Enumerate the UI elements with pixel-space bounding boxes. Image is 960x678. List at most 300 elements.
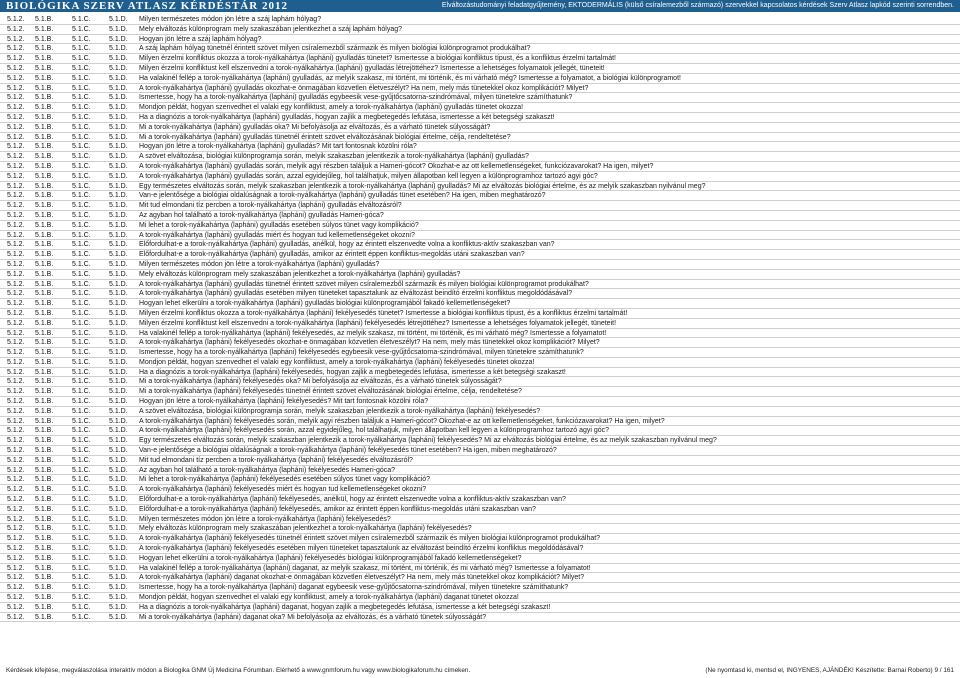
code-cell: 5.1.C. <box>72 221 91 229</box>
code-cell: 5.1.B. <box>35 466 54 474</box>
code-cell: 5.1.2. <box>7 192 25 200</box>
code-cell: 5.1.B. <box>35 260 54 268</box>
code-cell: 5.1.2. <box>7 388 25 396</box>
code-cell: 5.1.2. <box>7 113 25 121</box>
table-row <box>0 338 960 348</box>
code-cell: 5.1.D. <box>109 437 128 445</box>
question-text: A torok-nyálkahártya (lapháni) fekélyesedés miért és hogyan tud kellemetlenségeket okozni? <box>139 486 427 494</box>
footer-note: Kérdések kifejtése, megválaszolása interaktív módon a Biologika GNM Új Medicina Fórumban. Elérhető a www.gnmforum.hu vagy www.biologikaforum.hu címeken. <box>6 667 471 674</box>
code-cell: 5.1.B. <box>35 319 54 327</box>
code-cell: 5.1.2. <box>7 456 25 464</box>
code-cell: 5.1.2. <box>7 172 25 180</box>
table-row <box>0 240 960 250</box>
code-cell: 5.1.C. <box>72 574 91 582</box>
code-cell: 5.1.C. <box>72 378 91 386</box>
code-cell: 5.1.D. <box>109 505 128 513</box>
table-row <box>0 319 960 329</box>
question-text: Ha valakinél fellép a torok-nyálkahártya (lapháni) fekélyesedés, az melyik szakasz, mi történt, mi történik, és mi várható még? Ismertesse a folyamatot! <box>139 329 607 337</box>
code-cell: 5.1.D. <box>109 584 128 592</box>
code-cell: 5.1.B. <box>35 221 54 229</box>
code-cell: 5.1.B. <box>35 486 54 494</box>
code-cell: 5.1.2. <box>7 417 25 425</box>
code-cell: 5.1.2. <box>7 613 25 621</box>
code-cell: 5.1.C. <box>72 104 91 112</box>
table-row <box>0 309 960 319</box>
code-cell: 5.1.C. <box>72 251 91 259</box>
code-cell: 5.1.2. <box>7 339 25 347</box>
code-cell: 5.1.2. <box>7 25 25 33</box>
table-row <box>0 191 960 201</box>
code-cell: 5.1.D. <box>109 594 128 602</box>
code-cell: 5.1.B. <box>35 613 54 621</box>
table-row <box>0 299 960 309</box>
question-text: Egy természetes elváltozás során, melyik szakaszban jelentkezik a torok-nyálkahártya (lapháni) gyulladás? Mi az elváltozás biológiai értelme, és az melyik szakaszban nyilvánul meg? <box>139 182 706 190</box>
code-cell: 5.1.C. <box>72 143 91 151</box>
question-text: Ha valakinél fellép a torok-nyálkahártya (lapháni) gyulladás, az melyik szakasz, mi történt, mi történik, és mi várható még? Ismertesse a folyamatot, a biológiai különprogramot! <box>139 74 681 82</box>
code-cell: 5.1.B. <box>35 535 54 543</box>
code-cell: 5.1.D. <box>109 192 128 200</box>
question-text: A torok-nyálkahártya (lapháni) fekélyesedés során, melyik agyi részben találjuk a Hameri-gócot? Okozhat-e az ott kellemetlenségeket, funkciózavarokat? Ha igen, milyet? <box>139 417 665 425</box>
document-subtitle: Elváltozástudományi feladatgyűjtemény, EKTODERMÁLIS (külső csíralemezből származó) szervekkel kapcsolatos kérdések Szerv Atlasz lapkód szerinti sorrendben. <box>441 2 954 9</box>
question-text: Mi a torok-nyálkahártya (lapháni) gyulladás oka? Mi befolyásolja az elváltozás, és a várható tünetek súlyosságát? <box>139 123 491 131</box>
table-row <box>0 544 960 554</box>
code-cell: 5.1.C. <box>72 427 91 435</box>
table-row <box>0 495 960 505</box>
code-cell: 5.1.B. <box>35 545 54 553</box>
table-row <box>0 152 960 162</box>
code-cell: 5.1.D. <box>109 290 128 298</box>
page-header <box>0 0 960 12</box>
code-cell: 5.1.C. <box>72 486 91 494</box>
code-cell: 5.1.D. <box>109 613 128 621</box>
code-cell: 5.1.C. <box>72 133 91 141</box>
code-cell: 5.1.2. <box>7 466 25 474</box>
code-cell: 5.1.D. <box>109 564 128 572</box>
table-row <box>0 564 960 574</box>
question-text: Egy természetes elváltozás során, melyik szakaszban jelentkezik a torok-nyálkahártya (lapháni) fekélyesedés? Mi az elváltozás biológiai értelme, és az melyik szakaszban nyilvánul meg? <box>139 437 717 445</box>
code-cell: 5.1.B. <box>35 290 54 298</box>
question-text: Ha valakinél fellép a torok-nyálkahártya (lapháni) daganat, az melyik szakasz, mi történt, mi történik, és mi várható még? Ismertesse a folyamatot! <box>139 564 591 572</box>
question-text: Ismertesse, hogy ha a torok-nyálkahártya (lapháni) gyulladás egybeesik vese-gyűjtőcsatorna-szindrómával, milyen tünetekre számíthatunk? <box>139 94 573 102</box>
code-cell: 5.1.D. <box>109 300 128 308</box>
question-text: Mi a torok-nyálkahártya (lapháni) fekélyesedés oka? Mi befolyásolja az elváltozás, és a várható tünetek súlyosságát? <box>139 378 502 386</box>
question-text: A torok-nyálkahártya (lapháni) gyulladás tünetnél érintett szövet milyen csíralemezből származik és milyen biológiai különprogramot produkálhat? <box>139 280 589 288</box>
code-cell: 5.1.D. <box>109 358 128 366</box>
code-cell: 5.1.2. <box>7 427 25 435</box>
code-cell: 5.1.D. <box>109 202 128 210</box>
code-cell: 5.1.D. <box>109 476 128 484</box>
code-cell: 5.1.C. <box>72 417 91 425</box>
code-cell: 5.1.B. <box>35 84 54 92</box>
code-cell: 5.1.C. <box>72 358 91 366</box>
table-row <box>0 329 960 339</box>
code-cell: 5.1.C. <box>72 45 91 53</box>
table-row <box>0 44 960 54</box>
question-text: Ismertesse, hogy ha a torok-nyálkahártya (lapháni) daganat egybeesik vese-gyűjtőcsatorna-szindrómával, milyen tünetekre számíthatunk? <box>139 584 569 592</box>
question-text: Mit tud elmondani tíz percben a torok-nyálkahártya (lapháni) gyulladás elváltozásról? <box>139 202 402 210</box>
code-cell: 5.1.D. <box>109 221 128 229</box>
code-cell: 5.1.C. <box>72 55 91 63</box>
code-cell: 5.1.D. <box>109 407 128 415</box>
question-text: Mit tud elmondani tíz percben a torok-nyálkahártya (lapháni) fekélyesedés elváltozásról? <box>139 456 413 464</box>
question-text: Az agyban hol található a torok-nyálkahártya (lapháni) fekélyesedés Hameri-góca? <box>139 466 396 474</box>
footer-page-info: (Ne nyomtasd ki, mentsd el, INGYENES, AJÁNDÉK! Készítette: Barnai Roberto) 9 / 161 <box>705 667 954 674</box>
table-row <box>0 485 960 495</box>
question-text: Milyen érzelmi konfliktust kell elszenvedni a torok-nyálkahártya (lapháni) fekélyesedés létrejöttéhez? Ismertesse a lehetséges folyamatok jellegét, tüneteit! <box>139 319 617 327</box>
table-row <box>0 348 960 358</box>
code-cell: 5.1.2. <box>7 211 25 219</box>
code-cell: 5.1.2. <box>7 486 25 494</box>
code-cell: 5.1.C. <box>72 339 91 347</box>
code-cell: 5.1.C. <box>72 329 91 337</box>
question-text: Hogyan lehet elkerülni a torok-nyálkahártya (lapháni) gyulladás biológiai különprogramjából fakadó kellemetlenségeket? <box>139 300 511 308</box>
code-cell: 5.1.D. <box>109 398 128 406</box>
code-cell: 5.1.D. <box>109 545 128 553</box>
code-cell: 5.1.2. <box>7 35 25 43</box>
question-table <box>0 15 960 622</box>
table-row <box>0 211 960 221</box>
question-text: Előfordulhat-e a torok-nyálkahártya (lapháni) gyulladás, anélkül, hogy az érintett elszenvedte volna a konfliktus-aktív szakaszban van? <box>139 241 555 249</box>
code-cell: 5.1.B. <box>35 358 54 366</box>
table-row <box>0 593 960 603</box>
code-cell: 5.1.D. <box>109 535 128 543</box>
question-text: A szövet elváltozása, biológiai különprogramja során, melyik szakaszban jelentkezik a torok-nyálkahártya (lapháni) gyulladás? <box>139 153 529 161</box>
code-cell: 5.1.D. <box>109 339 128 347</box>
table-row <box>0 534 960 544</box>
table-row <box>0 505 960 515</box>
question-text: A torok-nyálkahártya (lapháni) gyulladás során, melyik agyi részben találjuk a Hameri-gócot? Okozhat-e az ott kellemetlenségeket, funkciózavarokat? Ha igen, milyet? <box>139 162 654 170</box>
code-cell: 5.1.C. <box>72 368 91 376</box>
code-cell: 5.1.2. <box>7 525 25 533</box>
code-cell: 5.1.D. <box>109 162 128 170</box>
question-text: Milyen érzelmi konfliktus okozza a torok-nyálkahártya (lapháni) fekélyesedés tünetet? Ismertesse a biológiai konfliktus típust, és a konfliktus érzelmi tartalmát! <box>139 309 628 317</box>
code-cell: 5.1.C. <box>72 349 91 357</box>
code-cell: 5.1.C. <box>72 270 91 278</box>
table-row <box>0 221 960 231</box>
document-title: BIOLÓGIKA SZERV ATLASZ KÉRDÉSTÁR 2012 <box>6 0 288 12</box>
code-cell: 5.1.C. <box>72 16 91 23</box>
code-cell: 5.1.B. <box>35 437 54 445</box>
table-row <box>0 407 960 417</box>
question-text: Mely elváltozás különprogram mely szakaszában jelentkezhet a torok-nyálkahártya (lapháni) fekélyesedés? <box>139 525 472 533</box>
code-cell: 5.1.D. <box>109 378 128 386</box>
code-cell: 5.1.D. <box>109 427 128 435</box>
code-cell: 5.1.C. <box>72 309 91 317</box>
table-row <box>0 613 960 623</box>
code-cell: 5.1.B. <box>35 309 54 317</box>
code-cell: 5.1.C. <box>72 535 91 543</box>
code-cell: 5.1.D. <box>109 447 128 455</box>
code-cell: 5.1.B. <box>35 182 54 190</box>
code-cell: 5.1.2. <box>7 594 25 602</box>
code-cell: 5.1.C. <box>72 64 91 72</box>
question-text: Milyen természetes módon jön létre a torok-nyálkahártya (lapháni) gyulladás? <box>139 260 380 268</box>
code-cell: 5.1.B. <box>35 339 54 347</box>
table-row <box>0 436 960 446</box>
code-cell: 5.1.2. <box>7 496 25 504</box>
table-row <box>0 583 960 593</box>
code-cell: 5.1.C. <box>72 437 91 445</box>
code-cell: 5.1.C. <box>72 300 91 308</box>
code-cell: 5.1.2. <box>7 290 25 298</box>
code-cell: 5.1.D. <box>109 25 128 33</box>
code-cell: 5.1.D. <box>109 309 128 317</box>
code-cell: 5.1.D. <box>109 486 128 494</box>
table-row <box>0 64 960 74</box>
code-cell: 5.1.D. <box>109 525 128 533</box>
table-row <box>0 515 960 525</box>
question-text: Mi lehet a torok-nyálkahártya (lapháni) gyulladás esetében súlyos tünet vagy komplikáció? <box>139 221 419 229</box>
question-text: Mely elváltozás különprogram mely szakaszában jelentkezhet a száj laphám hólyag? <box>139 25 403 33</box>
code-cell: 5.1.D. <box>109 64 128 72</box>
code-cell: 5.1.D. <box>109 280 128 288</box>
code-cell: 5.1.B. <box>35 329 54 337</box>
question-text: Van-e jelentősége a biológiai oldalúságnak a torok-nyálkahártya (lapháni) gyulladás tünet esetében? Ha igen, miben meghatározó? <box>139 192 546 200</box>
table-row <box>0 54 960 64</box>
code-cell: 5.1.D. <box>109 319 128 327</box>
code-cell: 5.1.C. <box>72 496 91 504</box>
code-cell: 5.1.2. <box>7 574 25 582</box>
code-cell: 5.1.D. <box>109 104 128 112</box>
code-cell: 5.1.2. <box>7 603 25 611</box>
code-cell: 5.1.B. <box>35 35 54 43</box>
page-footer <box>0 664 960 678</box>
code-cell: 5.1.B. <box>35 16 54 23</box>
code-cell: 5.1.D. <box>109 349 128 357</box>
code-cell: 5.1.C. <box>72 153 91 161</box>
code-cell: 5.1.D. <box>109 143 128 151</box>
table-row <box>0 142 960 152</box>
question-text: Hogyan jön létre a torok-nyálkahártya (lapháni) gyulladás? Mit tart fontosnak közölni róla? <box>139 143 417 151</box>
code-cell: 5.1.2. <box>7 349 25 357</box>
table-row <box>0 573 960 583</box>
question-text: Ha a diagnózis a torok-nyálkahártya (lapháni) gyulladás, hogyan zajlik a megbetegedés lefutása, ismertesse a két betegségi szakaszt! <box>139 113 555 121</box>
code-cell: 5.1.2. <box>7 447 25 455</box>
question-text: Ha a diagnózis a torok-nyálkahártya (lapháni) daganat, hogyan zajlik a megbetegedés lefutása, ismertesse a két betegségi szakaszt! <box>139 603 551 611</box>
code-cell: 5.1.2. <box>7 55 25 63</box>
table-row <box>0 387 960 397</box>
code-cell: 5.1.2. <box>7 94 25 102</box>
code-cell: 5.1.B. <box>35 496 54 504</box>
code-cell: 5.1.D. <box>109 45 128 53</box>
code-cell: 5.1.D. <box>109 182 128 190</box>
table-row <box>0 397 960 407</box>
table-row <box>0 524 960 534</box>
code-cell: 5.1.2. <box>7 476 25 484</box>
question-text: A torok-nyálkahártya (lapháni) gyulladás esetében milyen tüneteket tapasztalunk az elváltozást beindító érzelmi konfliktus megoldódásával? <box>139 290 573 298</box>
code-cell: 5.1.B. <box>35 594 54 602</box>
code-cell: 5.1.B. <box>35 64 54 72</box>
code-cell: 5.1.2. <box>7 564 25 572</box>
code-cell: 5.1.D. <box>109 55 128 63</box>
table-row <box>0 162 960 172</box>
code-cell: 5.1.D. <box>109 466 128 474</box>
table-row <box>0 123 960 133</box>
table-row <box>0 446 960 456</box>
code-cell: 5.1.B. <box>35 104 54 112</box>
question-text: Milyen érzelmi konfliktust kell elszenvedni a torok-nyálkahártya (lapháni) gyulladás létrejöttéhez? Ismertesse a lehetséges folyamatok jellegét, tüneteit! <box>139 64 605 72</box>
code-cell: 5.1.C. <box>72 594 91 602</box>
code-cell: 5.1.2. <box>7 515 25 523</box>
code-cell: 5.1.2. <box>7 398 25 406</box>
code-cell: 5.1.B. <box>35 162 54 170</box>
question-text: A szövet elváltozása, biológiai különprogramja során, melyik szakaszban jelentkezik a torok-nyálkahártya (lapháni) fekélyesedés? <box>139 407 541 415</box>
code-cell: 5.1.C. <box>72 564 91 572</box>
code-cell: 5.1.2. <box>7 584 25 592</box>
code-cell: 5.1.2. <box>7 74 25 82</box>
code-cell: 5.1.D. <box>109 329 128 337</box>
question-text: Hogyan jön létre a száj laphám hólyag? <box>139 35 262 43</box>
code-cell: 5.1.2. <box>7 545 25 553</box>
table-row <box>0 377 960 387</box>
code-cell: 5.1.C. <box>72 584 91 592</box>
code-cell: 5.1.C. <box>72 241 91 249</box>
code-cell: 5.1.D. <box>109 368 128 376</box>
question-text: Mondjon példát, hogyan szenvedhet el valaki egy konfliktust, amely a torok-nyálkahártya (lapháni) fekélyesedés tünetet okozza! <box>139 358 535 366</box>
question-text: Milyen érzelmi konfliktus okozza a torok-nyálkahártya (lapháni) gyulladás tünetet? Ismertesse a biológiai konfliktus típust, és a konfliktus érzelmi tartalmát! <box>139 55 616 63</box>
code-cell: 5.1.B. <box>35 564 54 572</box>
code-cell: 5.1.B. <box>35 407 54 415</box>
code-cell: 5.1.B. <box>35 300 54 308</box>
code-cell: 5.1.C. <box>72 398 91 406</box>
code-cell: 5.1.B. <box>35 251 54 259</box>
question-text: Az agyban hol található a torok-nyálkahártya (lapháni) gyulladás Hameri-góca? <box>139 211 384 219</box>
code-cell: 5.1.2. <box>7 378 25 386</box>
table-row <box>0 231 960 241</box>
question-text: Milyen természetes módon jön létre a torok-nyálkahártya (lapháni) fekélyesedés? <box>139 515 391 523</box>
table-row <box>0 113 960 123</box>
code-cell: 5.1.B. <box>35 505 54 513</box>
question-text: Hogyan lehet elkerülni a torok-nyálkahártya (lapháni) fekélyesedés biológiai különprogramjából fakadó kellemetlenségeket? <box>139 554 522 562</box>
table-row <box>0 368 960 378</box>
question-text: Milyen természetes módon jön létre a száj laphám hólyag? <box>139 16 322 23</box>
code-cell: 5.1.B. <box>35 133 54 141</box>
code-cell: 5.1.2. <box>7 329 25 337</box>
table-row <box>0 15 960 25</box>
question-text: A torok-nyálkahártya (lapháni) gyulladás miért és hogyan tud kellemetlenségeket okozni? <box>139 231 415 239</box>
table-row <box>0 270 960 280</box>
table-row <box>0 103 960 113</box>
table-row <box>0 466 960 476</box>
code-cell: 5.1.B. <box>35 55 54 63</box>
question-text: A torok-nyálkahártya (lapháni) gyulladás okozhat-e önmagában közvetlen életveszélyt? Ha nem, mely más tünetekkel okoz komplikációt? Milyet? <box>139 84 589 92</box>
code-cell: 5.1.C. <box>72 319 91 327</box>
table-row <box>0 475 960 485</box>
code-cell: 5.1.2. <box>7 280 25 288</box>
code-cell: 5.1.D. <box>109 84 128 92</box>
code-cell: 5.1.2. <box>7 133 25 141</box>
code-cell: 5.1.B. <box>35 211 54 219</box>
code-cell: 5.1.C. <box>72 211 91 219</box>
code-cell: 5.1.D. <box>109 251 128 259</box>
code-cell: 5.1.2. <box>7 505 25 513</box>
code-cell: 5.1.B. <box>35 113 54 121</box>
table-row <box>0 84 960 94</box>
question-text: Előfordulhat-e a torok-nyálkahártya (lapháni) fekélyesedés, amikor az érintett éppen konfliktus-megoldás utáni szakaszban van? <box>139 505 536 513</box>
code-cell: 5.1.B. <box>35 270 54 278</box>
code-cell: 5.1.2. <box>7 16 25 23</box>
code-cell: 5.1.B. <box>35 378 54 386</box>
question-text: A torok-nyálkahártya (lapháni) fekélyesedés esetében milyen tüneteket tapasztalunk az elváltozást beindító érzelmi konfliktus megoldódásával? <box>139 545 584 553</box>
code-cell: 5.1.2. <box>7 300 25 308</box>
code-cell: 5.1.B. <box>35 241 54 249</box>
code-cell: 5.1.B. <box>35 398 54 406</box>
question-text: Mi a torok-nyálkahártya (lapháni) gyulladás tünetnél érintett szövet elváltozásának biológiai értelme, célja, rendeltetése? <box>139 133 511 141</box>
question-text: A torok-nyálkahártya (lapháni) fekélyesedés tünetnél érintett szövet milyen csíralemezből származik és milyen biológiai különprogramot produkálhat? <box>139 535 601 543</box>
code-cell: 5.1.B. <box>35 94 54 102</box>
table-row <box>0 554 960 564</box>
question-text: Ismertesse, hogy ha a torok-nyálkahártya (lapháni) fekélyesedés egybeesik vese-gyűjtőcsatorna-szindrómával, milyen tünetekre számíthatunk? <box>139 349 584 357</box>
code-cell: 5.1.D. <box>109 496 128 504</box>
code-cell: 5.1.2. <box>7 182 25 190</box>
code-cell: 5.1.C. <box>72 515 91 523</box>
code-cell: 5.1.C. <box>72 280 91 288</box>
code-cell: 5.1.B. <box>35 447 54 455</box>
code-cell: 5.1.B. <box>35 456 54 464</box>
code-cell: 5.1.C. <box>72 202 91 210</box>
code-cell: 5.1.C. <box>72 456 91 464</box>
code-cell: 5.1.D. <box>109 35 128 43</box>
code-cell: 5.1.C. <box>72 525 91 533</box>
code-cell: 5.1.C. <box>72 260 91 268</box>
question-text: A száj laphám hólyag tünetnél érintett szövet milyen csíralemezből származik és milyen biológiai különprogramot produkálhat? <box>139 45 531 53</box>
code-cell: 5.1.2. <box>7 535 25 543</box>
code-cell: 5.1.C. <box>72 545 91 553</box>
code-cell: 5.1.D. <box>109 74 128 82</box>
question-text: Mondjon példát, hogyan szenvedhet el valaki egy konfliktust, amely a torok-nyálkahártya (lapháni) daganat tünetet okozza! <box>139 594 519 602</box>
code-cell: 5.1.D. <box>109 172 128 180</box>
table-row <box>0 358 960 368</box>
code-cell: 5.1.2. <box>7 202 25 210</box>
code-cell: 5.1.2. <box>7 368 25 376</box>
question-text: Hogyan jön létre a torok-nyálkahártya (lapháni) fekélyesedés? Mit tart fontosnak közölni róla? <box>139 398 429 406</box>
code-cell: 5.1.D. <box>109 94 128 102</box>
code-cell: 5.1.C. <box>72 407 91 415</box>
code-cell: 5.1.D. <box>109 456 128 464</box>
question-text: A torok-nyálkahártya (lapháni) gyulladás során, azzal egyidejűleg, hol találhatjuk, milyen állapotban kell legyen a különprogramhoz tartozó agyi góc? <box>139 172 598 180</box>
code-cell: 5.1.2. <box>7 45 25 53</box>
code-cell: 5.1.B. <box>35 388 54 396</box>
code-cell: 5.1.C. <box>72 113 91 121</box>
code-cell: 5.1.D. <box>109 603 128 611</box>
code-cell: 5.1.B. <box>35 172 54 180</box>
table-row <box>0 172 960 182</box>
code-cell: 5.1.C. <box>72 466 91 474</box>
code-cell: 5.1.D. <box>109 515 128 523</box>
code-cell: 5.1.C. <box>72 554 91 562</box>
code-cell: 5.1.C. <box>72 35 91 43</box>
table-row <box>0 289 960 299</box>
code-cell: 5.1.2. <box>7 319 25 327</box>
question-text: Van-e jelentősége a biológiai oldalúságnak a torok-nyálkahártya (lapháni) fekélyesedés tünet esetében? Ha igen, miben meghatározó? <box>139 447 557 455</box>
code-cell: 5.1.2. <box>7 143 25 151</box>
table-row <box>0 426 960 436</box>
code-cell: 5.1.D. <box>109 153 128 161</box>
code-cell: 5.1.B. <box>35 143 54 151</box>
table-row <box>0 182 960 192</box>
code-cell: 5.1.B. <box>35 427 54 435</box>
code-cell: 5.1.B. <box>35 368 54 376</box>
question-text: Előfordulhat-e a torok-nyálkahártya (lapháni) gyulladás, amikor az érintett éppen konfliktus-megoldás utáni szakaszban van? <box>139 251 525 259</box>
code-cell: 5.1.D. <box>109 211 128 219</box>
question-text: Mi a torok-nyálkahártya (lapháni) daganat oka? Mi befolyásolja az elváltozás, és a várható tünetek súlyosságát? <box>139 613 487 621</box>
code-cell: 5.1.D. <box>109 388 128 396</box>
table-row <box>0 35 960 45</box>
code-cell: 5.1.D. <box>109 133 128 141</box>
code-cell: 5.1.C. <box>72 231 91 239</box>
code-cell: 5.1.B. <box>35 417 54 425</box>
code-cell: 5.1.2. <box>7 309 25 317</box>
